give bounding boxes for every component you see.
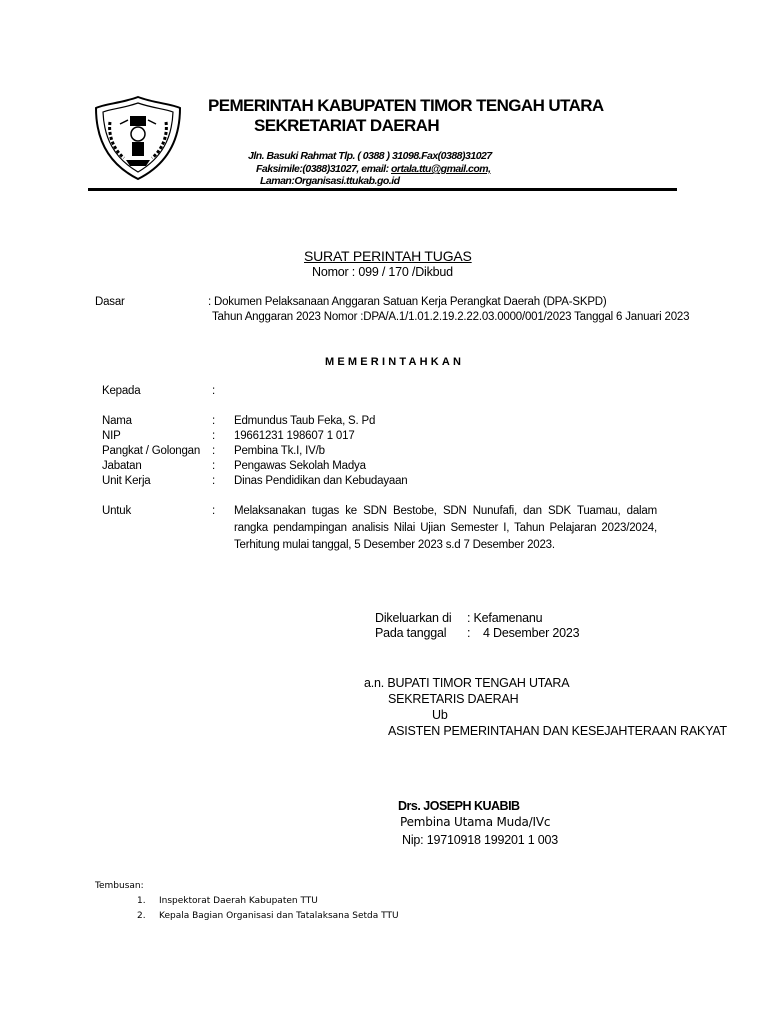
memerintahkan-heading: MEMERINTAHKAN xyxy=(325,356,465,368)
signature-position: ASISTEN PEMERINTAHAN DAN KESEJAHTERAAN RAKYAT xyxy=(388,724,727,738)
signature-on-behalf: a.n. BUPATI TIMOR TENGAH UTARA xyxy=(364,676,570,690)
dasar-label: Dasar xyxy=(95,296,125,308)
letterhead-government-name: PEMERINTAH KABUPATEN TIMOR TENGAH UTARA xyxy=(208,96,604,115)
signatory-name: Drs. JOSEPH KUABIB xyxy=(398,799,520,813)
signatory-nip: Nip: 19710918 199201 1 003 xyxy=(402,833,559,847)
field-colon: : xyxy=(212,445,215,457)
letterhead-website: Laman:Organisasi.ttukab.go.id xyxy=(260,175,400,187)
kepada-colon: : xyxy=(212,385,215,397)
signature-office: SEKRETARIS DAERAH xyxy=(388,692,519,706)
issued-date-value: 4 Desember 2023 xyxy=(483,626,580,640)
tembusan-item: Inspektorat Daerah Kabupaten TTU xyxy=(159,896,318,906)
dasar-text-line2: Tahun Anggaran 2023 Nomor :DPA/A.1/1.01.2.19.2.22.03.0000/001/2023 Tanggal 6 Januari 2023 xyxy=(212,311,690,323)
untuk-label: Untuk xyxy=(102,505,132,517)
letterhead-address: Jln. Basuki Rahmat Tlp. ( 0388 ) 31098.Fax(0388)31027 xyxy=(248,150,492,162)
field-colon: : xyxy=(212,460,215,472)
letterhead-email-link[interactable]: ortala.ttu@gmail.com, xyxy=(391,163,491,175)
untuk-colon: : xyxy=(212,505,215,517)
field-label-jabatan: Jabatan xyxy=(102,460,142,472)
issued-place-value: : Kefamenanu xyxy=(467,611,543,625)
field-label-unit-kerja: Unit Kerja xyxy=(102,475,151,487)
tembusan-item-number: 1. xyxy=(137,896,146,906)
document-title: SURAT PERINTAH TUGAS xyxy=(304,248,472,264)
regency-emblem-logo xyxy=(92,94,184,182)
field-value-jabatan: Pengawas Sekolah Madya xyxy=(234,460,366,472)
field-colon: : xyxy=(212,415,215,427)
field-colon: : xyxy=(212,430,215,442)
kepada-label: Kepada xyxy=(102,385,141,397)
issued-place-label: Dikeluarkan di xyxy=(375,611,452,625)
field-value-pangkat: Pembina Tk.I, IV/b xyxy=(234,445,325,457)
letterhead-fax: Faksimile:(0388)31027, email: xyxy=(256,163,392,175)
issued-date-colon: : xyxy=(467,626,471,640)
dasar-text-line1: : Dokumen Pelaksanaan Anggaran Satuan Kerja Perangkat Daerah (DPA-SKPD) xyxy=(208,296,607,308)
issued-date-label: Pada tanggal xyxy=(375,626,447,640)
letterhead-contact xyxy=(256,163,491,175)
field-value-nama: Edmundus Taub Feka, S. Pd xyxy=(234,415,376,427)
field-label-nama: Nama xyxy=(102,415,132,427)
untuk-text: Melaksanakan tugas ke SDN Bestobe, SDN Nunufafi, dan SDK Tuamau, dalam rangka pendampingan analisis Nilai Ujian Semester I, Tahun Pelajaran 2023/2024, Terhitung mulai tanggal, 5 Desember 2023 s.d 7 Desember 2023. xyxy=(234,505,657,551)
field-label-pangkat: Pangkat / Golongan xyxy=(102,445,201,457)
tembusan-item-number: 2. xyxy=(137,911,146,921)
document-number: Nomor : 099 / 170 /Dikbud xyxy=(312,265,453,279)
signature-ub: Ub xyxy=(432,708,448,722)
signatory-rank: Pembina Utama Muda/IVc xyxy=(400,815,551,829)
field-colon: : xyxy=(212,475,215,487)
field-value-unit-kerja: Dinas Pendidikan dan Kebudayaan xyxy=(234,475,408,487)
field-label-nip: NIP xyxy=(102,430,121,442)
letterhead-divider xyxy=(88,188,677,191)
letterhead-office-name: SEKRETARIAT DAERAH xyxy=(254,116,440,135)
tembusan-item: Kepala Bagian Organisasi dan Tatalaksana Setda TTU xyxy=(159,911,399,921)
tembusan-label: Tembusan: xyxy=(95,881,144,891)
field-value-nip: 19661231 198607 1 017 xyxy=(234,430,355,442)
